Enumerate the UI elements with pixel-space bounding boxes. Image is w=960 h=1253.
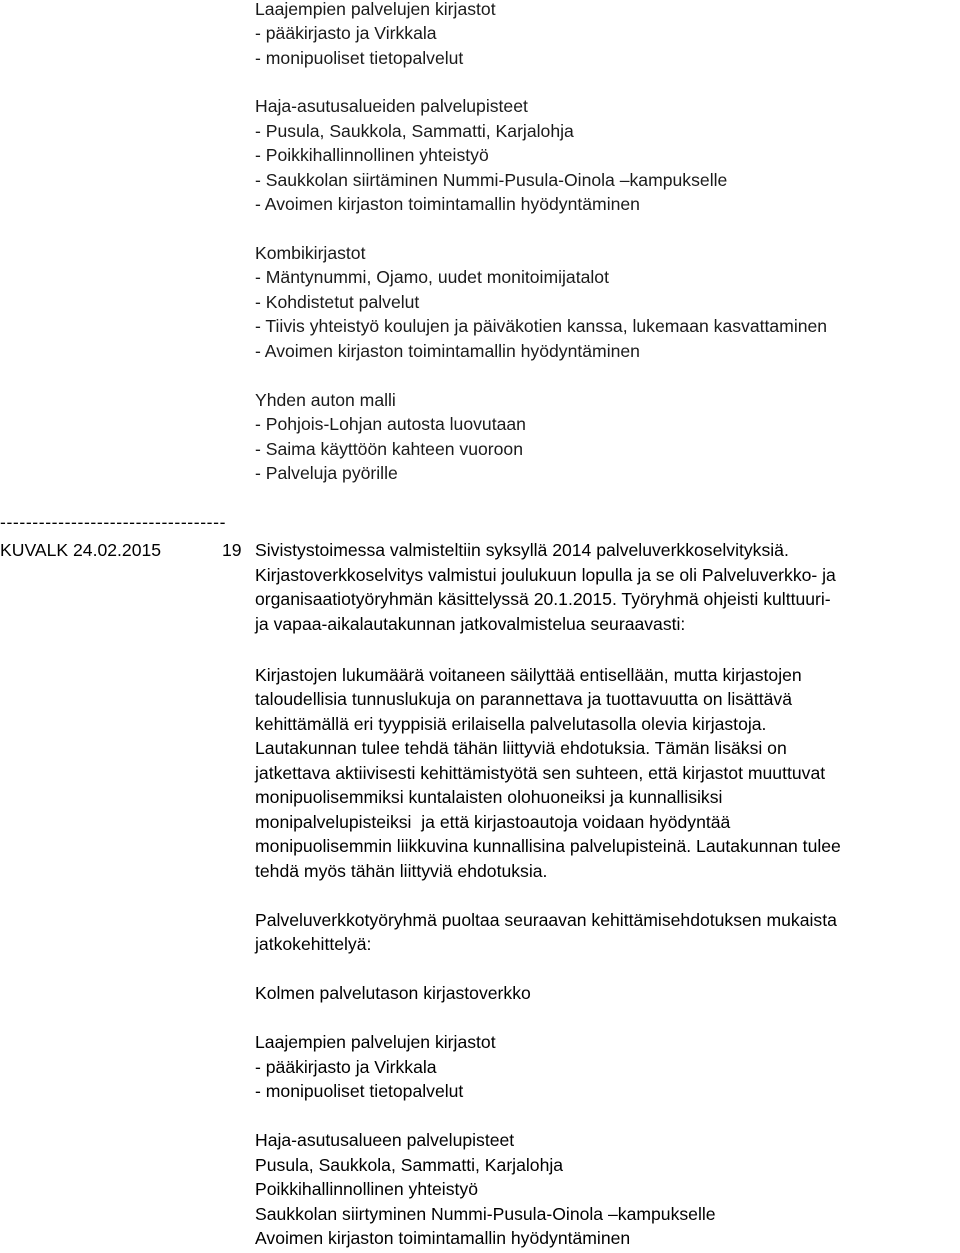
block-heading: Laajempien palvelujen kirjastot — [255, 0, 496, 19]
text-line: monipalvelupisteiksi ja että kirjastoautoja voidaan hyödyntää — [255, 812, 731, 832]
list-item: - Palveluja pyörille — [255, 463, 398, 483]
list-item: - monipuoliset tietopalvelut — [255, 48, 464, 68]
block-heading: Kombikirjastot — [255, 243, 366, 263]
list-item: - monipuoliset tietopalvelut — [255, 1081, 464, 1101]
text-line: ja vapaa-aikalautakunnan jatkovalmistelua seuraavasti: — [255, 614, 686, 634]
text-line: Lautakunnan tulee tehdä tähän liittyviä ehdotuksia. Tämän lisäksi on — [255, 738, 787, 758]
list-item: - Poikkihallinnollinen yhteistyö — [255, 145, 489, 165]
list-item: - Avoimen kirjaston toimintamallin hyödyntäminen — [255, 194, 640, 214]
text-line: Kirjastojen lukumäärä voitaneen säilyttää entisellään, mutta kirjastojen — [255, 665, 802, 685]
list-item: - Pusula, Saukkola, Sammatti, Karjalohja — [255, 121, 574, 141]
text-line: jatkettava aktiivisesti kehittämistyötä sen suhteen, että kirjastot muuttuvat — [255, 763, 826, 783]
text-line: monipuolisemmiksi kuntalaisten olohuoneiksi ja kunnallisiksi — [255, 787, 723, 807]
text-line: Palveluverkkotyöryhmä puoltaa seuraavan kehittämisehdotuksen mukaista — [255, 910, 837, 930]
list-item: - Mäntynummi, Ojamo, uudet monitoimijatalot — [255, 267, 609, 287]
text-line: monipuolisemmin liikkuvina kunnallisina palvelupisteinä. Lautakunnan tulee — [255, 836, 841, 856]
text-line: Kirjastoverkkoselvitys valmistui joulukuun lopulla ja se oli Palveluverkko- ja — [255, 565, 836, 585]
list-item: Avoimen kirjaston toimintamallin hyödyntäminen — [255, 1228, 631, 1248]
text-line: jatkokehittelyä: — [255, 934, 372, 954]
text-line: Sivistystoimessa valmisteltiin syksyllä 2014 palveluverkkoselvityksiä. — [255, 540, 789, 560]
list-item: - Avoimen kirjaston toimintamallin hyödyntäminen — [255, 341, 640, 361]
list-item: Poikkihallinnollinen yhteistyö — [255, 1179, 478, 1199]
list-item: - Saima käyttöön kahteen vuoroon — [255, 439, 523, 459]
list-item: - Saukkolan siirtäminen Nummi-Pusula-Oinola –kampukselle — [255, 170, 728, 190]
list-item: - Tiivis yhteistyö koulujen ja päiväkotien kanssa, lukemaan kasvattaminen — [255, 316, 828, 336]
text-line: kehittämällä eri tyyppisiä erilaisella palvelutasolla olevia kirjastoja. — [255, 714, 767, 734]
text-line: organisaatiotyöryhmän käsittelyssä 20.1.2015. Työryhmä ohjeisti kulttuuri- — [255, 589, 831, 609]
list-item: - pääkirjasto ja Virkkala — [255, 1057, 437, 1077]
minute-number: 19 — [222, 540, 242, 560]
list-item: Saukkolan siirtyminen Nummi-Pusula-Oinola –kampukselle — [255, 1204, 716, 1224]
minute-body-date — [0, 538, 161, 562]
separator-line: ----------------------------------- — [0, 512, 227, 532]
paragraph-title: Kolmen palvelutason kirjastoverkko — [255, 983, 531, 1003]
block-heading: Laajempien palvelujen kirjastot — [255, 1032, 496, 1052]
list-item: Pusula, Saukkola, Sammatti, Karjalohja — [255, 1155, 564, 1175]
block-heading: Yhden auton malli — [255, 390, 396, 410]
list-item: - pääkirjasto ja Virkkala — [255, 23, 437, 43]
block-heading: Haja-asutusalueen palvelupisteet — [255, 1130, 515, 1150]
minute-body: KUVALK — [0, 540, 69, 560]
text-line: taloudellisia tunnuslukuja on parannettava ja tuottavuutta on lisättävä — [255, 689, 792, 709]
minute-date: 24.02.2015 — [73, 540, 162, 560]
list-item: - Pohjois-Lohjan autosta luovutaan — [255, 414, 526, 434]
list-item: - Kohdistetut palvelut — [255, 292, 420, 312]
text-line: tehdä myös tähän liittyviä ehdotuksia. — [255, 861, 548, 881]
block-heading: Haja-asutusalueiden palvelupisteet — [255, 96, 528, 116]
